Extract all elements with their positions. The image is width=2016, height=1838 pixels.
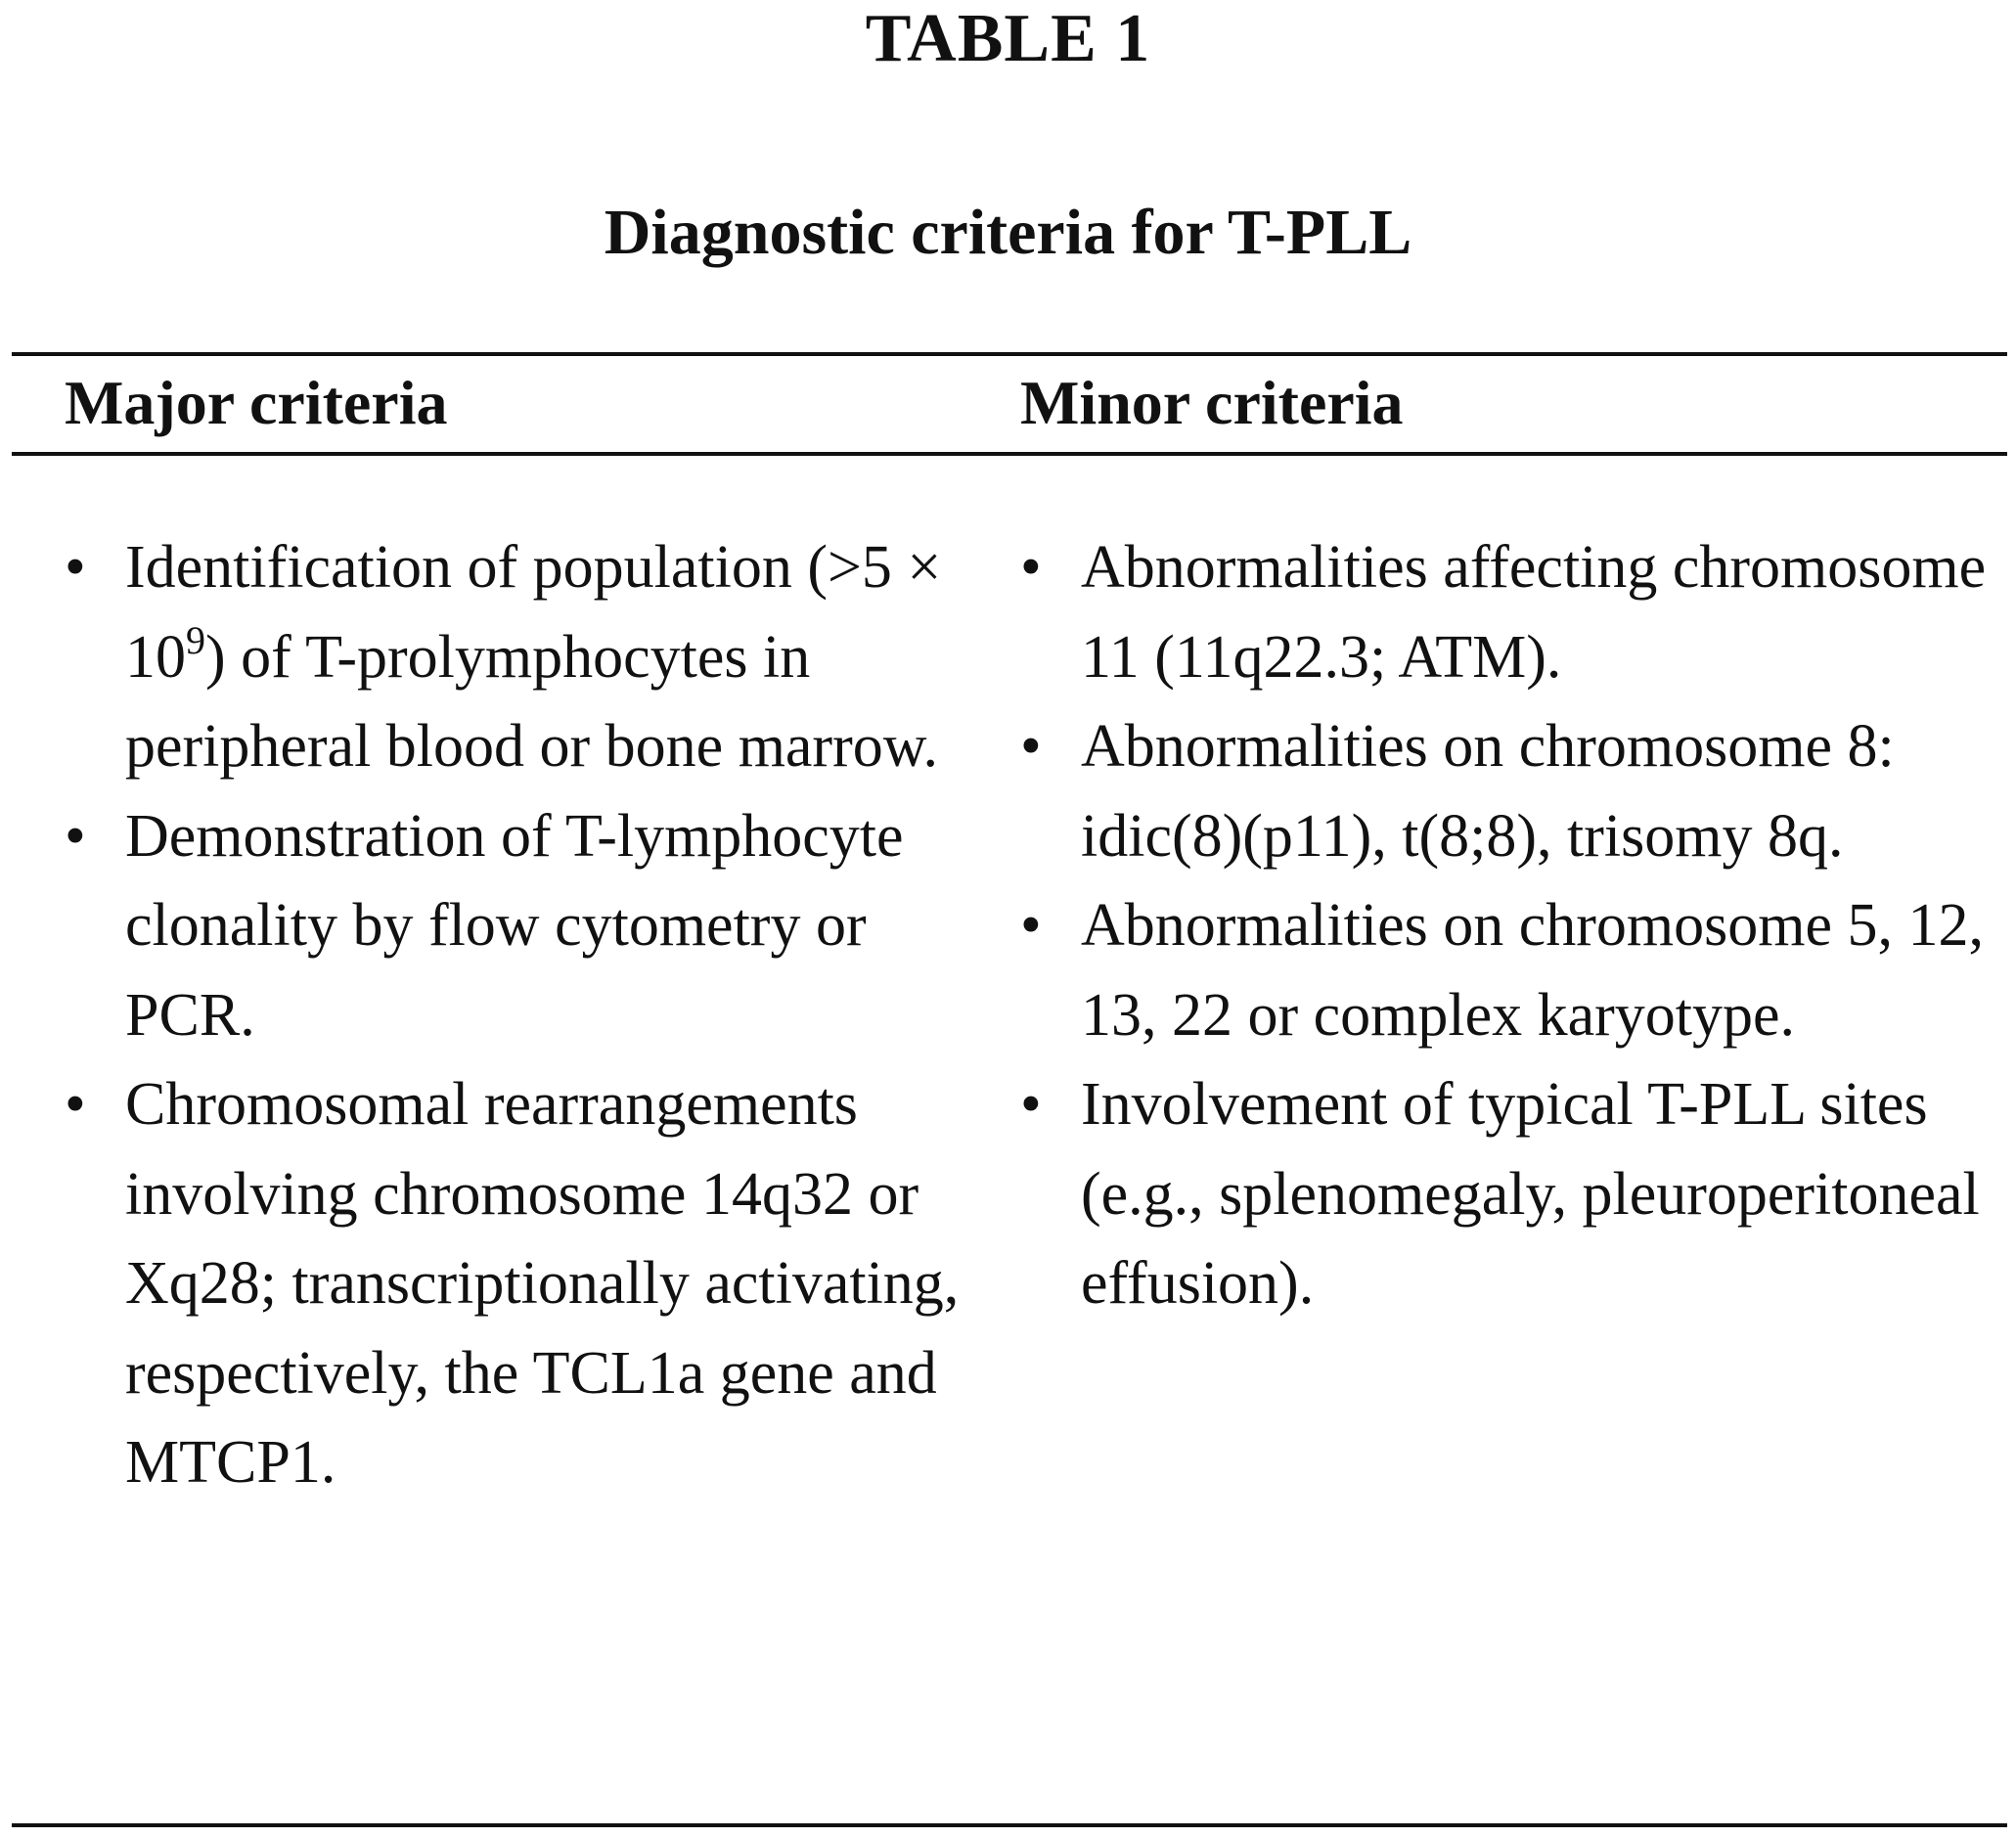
list-item xyxy=(1020,702,1989,881)
exponent: 9 xyxy=(186,617,205,662)
criterion-text: Demonstration of T-lymphocyte clonality by flow cytometry or PCR. xyxy=(125,802,904,1049)
criterion-text: Involvement of typical T-PLL sites (e.g., splenomegaly, pleuroperitoneal effusion). xyxy=(1081,1071,1980,1317)
major-criteria-list xyxy=(65,523,1004,1508)
criterion-text: Abnormalities on chromosome 8: idic(8)(p11), t(8;8), trisomy 8q. xyxy=(1081,713,1895,870)
bullet-icon: • xyxy=(1020,1071,1042,1138)
list-item xyxy=(1020,523,1989,702)
bullet-icon: • xyxy=(1020,713,1042,780)
top-rule xyxy=(12,352,2007,356)
list-item xyxy=(65,523,1004,792)
list-item xyxy=(65,792,1004,1061)
list-item xyxy=(65,1060,1004,1508)
list-item xyxy=(1020,881,1989,1060)
column-header-minor: Minor criteria xyxy=(1020,368,1404,437)
bullet-icon: • xyxy=(65,1071,86,1138)
bullet-icon: • xyxy=(1020,892,1042,959)
bullet-icon: • xyxy=(65,802,86,870)
column-header-major: Major criteria xyxy=(65,368,448,437)
table-label: TABLE 1 xyxy=(865,1,1151,76)
criterion-text: Abnormalities affecting chromosome 11 (11q22.3; ATM). xyxy=(1081,534,1987,691)
list-item xyxy=(1020,1060,1989,1329)
minor-criteria-list xyxy=(1020,523,1989,1329)
criterion-text: Identification of population $(>5 \times 10^9)$ of T-prolymphocytes in peripheral blood or bone marrow. xyxy=(125,534,942,780)
criterion-text: Abnormalities on chromosome 5, 12, 13, 22 or complex karyotype. xyxy=(1081,892,1984,1049)
criterion-text: Chromosomal rearrangements involving chromosome 14q32 or Xq28; transcriptionally activating, respectively, the TCL1a gene and MTCP1. xyxy=(125,1071,960,1496)
bullet-icon: • xyxy=(65,534,86,601)
bottom-rule xyxy=(12,1823,2007,1827)
header-rule xyxy=(12,452,2007,456)
table-title: Diagnostic criteria for T-PLL xyxy=(604,197,1412,268)
bullet-icon: • xyxy=(1020,534,1042,601)
